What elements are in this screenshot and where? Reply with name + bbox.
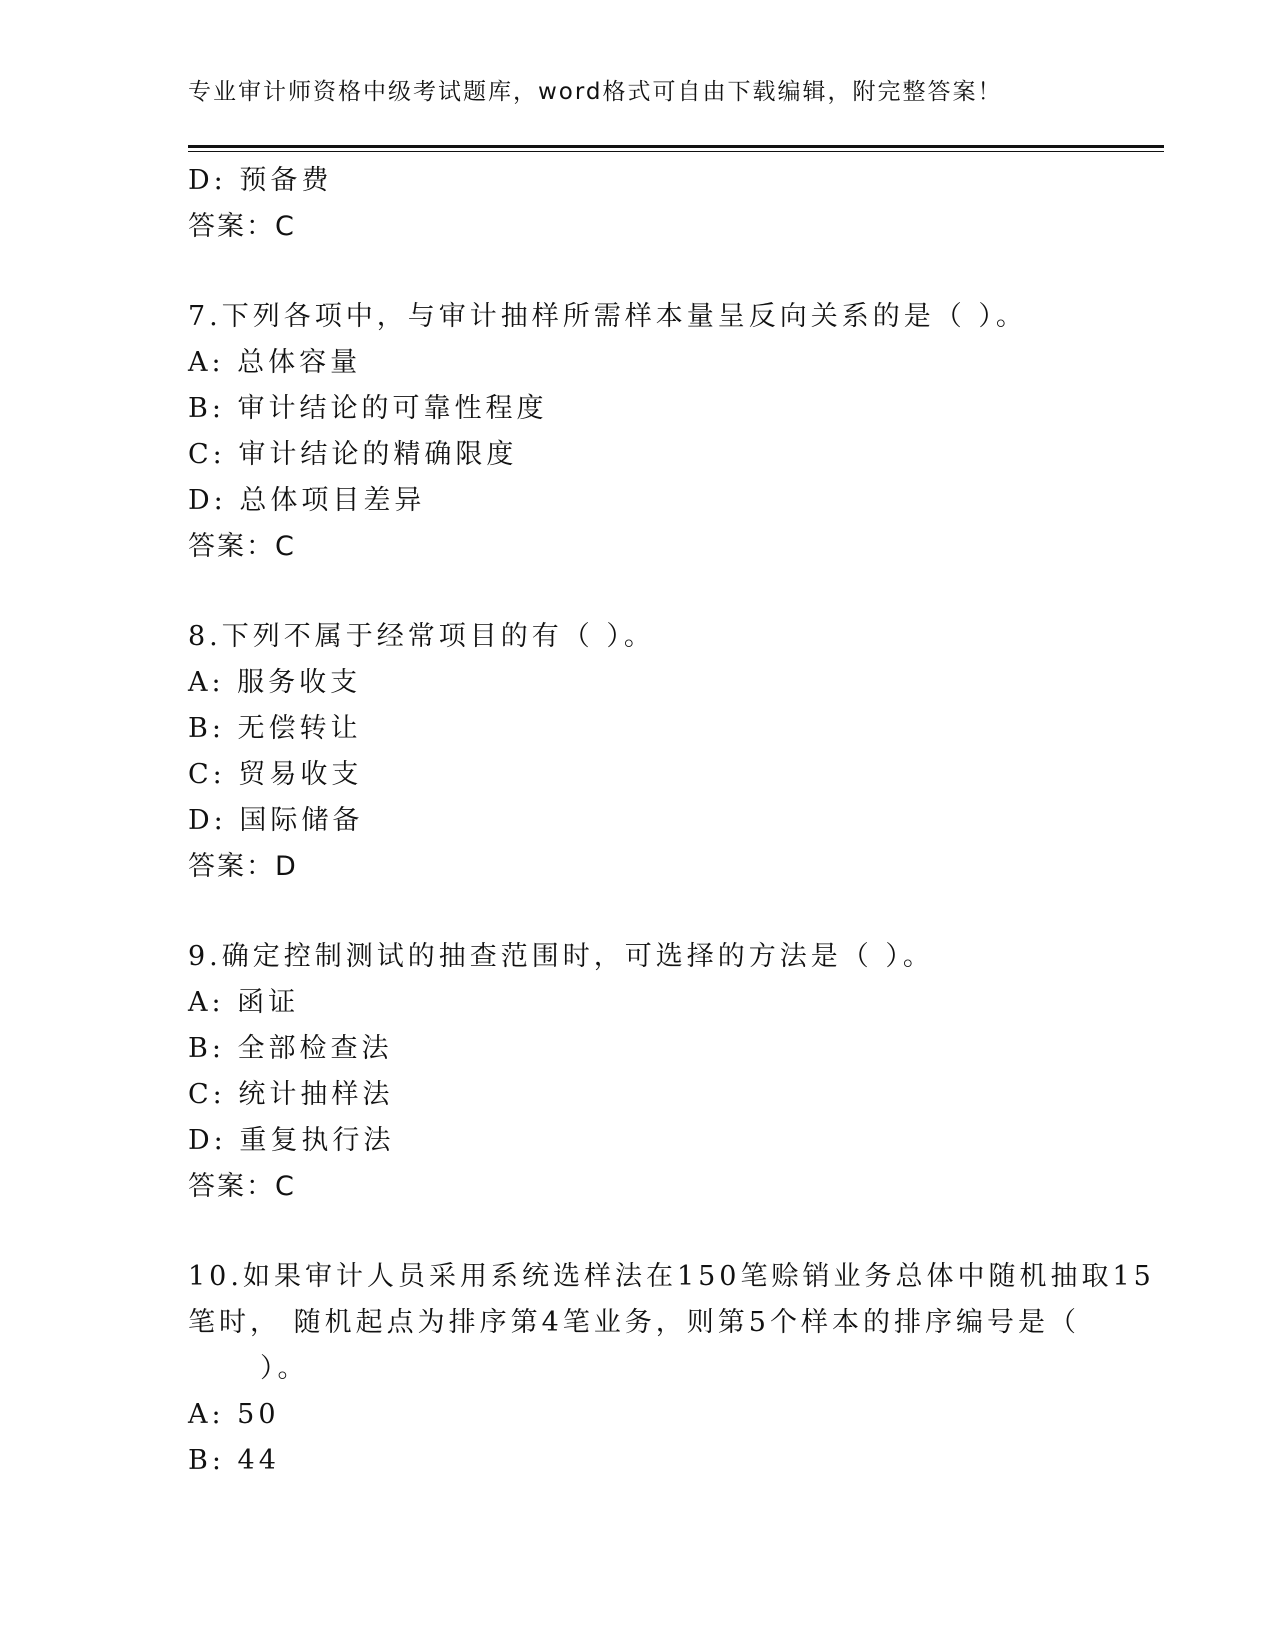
question-8-option-c: C: 贸易收支 xyxy=(188,759,363,790)
question-10-option-a: A: 50 xyxy=(188,1399,280,1430)
question-10-text-line3: ）。 xyxy=(260,1353,309,1384)
question-8-text: 8.下列不属于经常项目的有（ ）。 xyxy=(188,621,655,652)
question-list xyxy=(188,158,1155,1484)
question-7 xyxy=(188,294,1148,570)
question-7-answer: 答案：C xyxy=(188,531,296,562)
header-rule-thin xyxy=(188,151,1164,152)
question-9 xyxy=(188,934,1148,1210)
question-7-option-b: B: 审计结论的可靠性程度 xyxy=(188,393,548,424)
question-9-option-a: A: 函证 xyxy=(188,987,300,1018)
question-8 xyxy=(188,614,1148,890)
header-rule-thick xyxy=(188,145,1164,148)
question-7-option-a: A: 总体容量 xyxy=(188,347,362,378)
question-7-text: 7.下列各项中，与审计抽样所需样本量呈反向关系的是（ ）。 xyxy=(188,301,1027,332)
question-8-option-a: A: 服务收支 xyxy=(188,667,362,698)
question-9-option-c: C: 统计抽样法 xyxy=(188,1079,394,1110)
question-7-option-c: C: 审计结论的精确限度 xyxy=(188,439,518,470)
page-header: 专业审计师资格中级考试题库，word格式可自由下载编辑，附完整答案！ xyxy=(188,79,1003,105)
question-9-option-d: D: 重复执行法 xyxy=(188,1125,395,1156)
question-10-option-b: B: 44 xyxy=(188,1445,280,1476)
question-10 xyxy=(188,1254,1155,1484)
question-10-text-line2: 笔时， 随机起点为排序第4笔业务，则第5个样本的排序编号是（ xyxy=(188,1307,1080,1338)
question-8-option-d: D: 国际储备 xyxy=(188,805,364,836)
question-7-option-d: D: 总体项目差异 xyxy=(188,485,426,516)
question-8-answer: 答案：D xyxy=(188,851,298,882)
question-9-option-b: B: 全部检查法 xyxy=(188,1033,393,1064)
prev-answer: 答案：C xyxy=(188,211,296,242)
question-10-text-line1: 10.如果审计人员采用系统选样法在150笔赊销业务总体中随机抽取15 xyxy=(188,1261,1155,1292)
question-9-text: 9.确定控制测试的抽查范围时，可选择的方法是（ ）。 xyxy=(188,941,934,972)
question-8-option-b: B: 无偿转让 xyxy=(188,713,362,744)
question-9-answer: 答案：C xyxy=(188,1171,296,1202)
prev-option-d: D: 预备费 xyxy=(188,165,333,196)
